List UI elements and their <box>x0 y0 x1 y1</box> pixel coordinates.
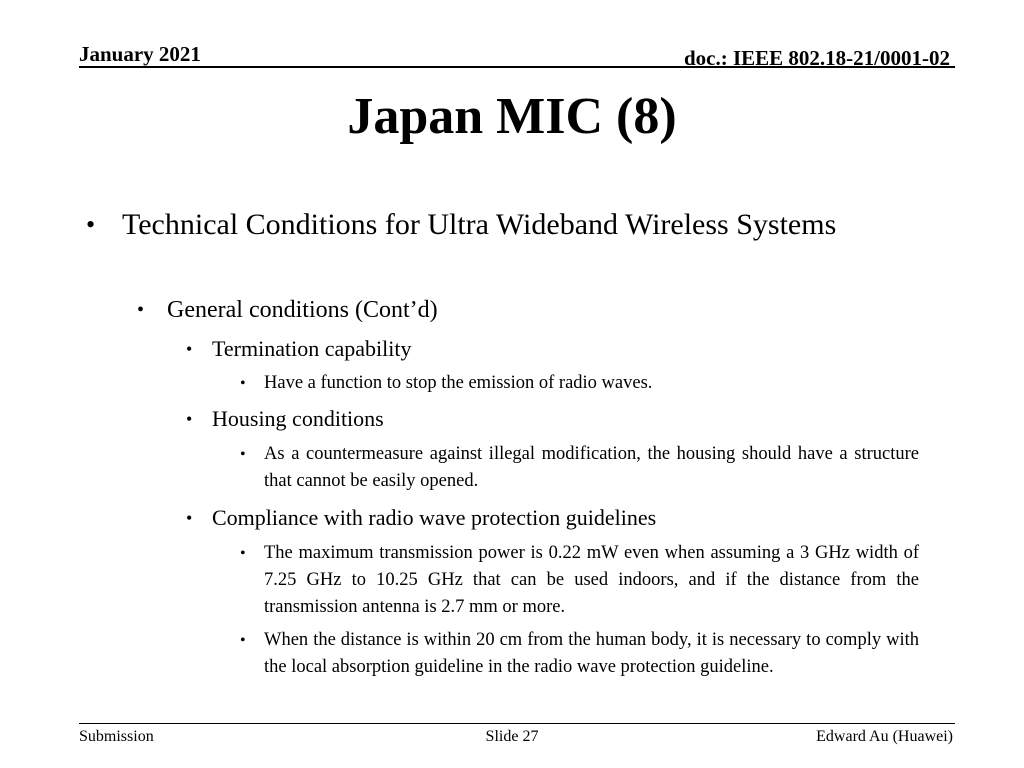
bullet-termination <box>186 335 919 363</box>
bullet-dot-icon: • <box>186 409 193 429</box>
bullet-compliance-item-2 <box>240 627 919 681</box>
bullet-housing-item <box>240 441 919 495</box>
bullet-text: As a countermeasure against illegal modification, the housing should have a structure that cannot be easily opened. <box>264 444 919 491</box>
bullet-compliance <box>186 504 919 532</box>
bullet-text: General conditions (Cont’d) <box>167 297 438 323</box>
bullet-dot-icon: • <box>240 632 246 649</box>
bullet-level2 <box>137 295 919 325</box>
bullet-text: When the distance is within 20 cm from the human body, it is necessary to comply with the local absorption guideline in the radio wave protection guideline. <box>264 630 919 677</box>
bullet-dot-icon: • <box>240 446 246 463</box>
bullet-dot-icon: • <box>86 210 96 239</box>
bullet-dot-icon: • <box>240 375 246 392</box>
footer-slide-number: Slide 27 <box>485 728 539 745</box>
bullet-text: Housing conditions <box>212 406 384 431</box>
bullet-dot-icon: • <box>240 545 246 562</box>
footer-author: Edward Au (Huawei) <box>816 728 953 745</box>
bullet-level1 <box>86 204 919 246</box>
bullet-housing <box>186 405 919 433</box>
bullet-compliance-item-1 <box>240 540 919 621</box>
header-divider <box>79 66 955 68</box>
bullet-dot-icon: • <box>137 299 145 321</box>
slide-title: Japan MIC (8) <box>347 88 677 145</box>
bullet-text: Compliance with radio wave protection guidelines <box>212 505 657 530</box>
bullet-dot-icon: • <box>186 508 193 528</box>
bullet-text: Have a function to stop the emission of radio waves. <box>264 373 653 393</box>
bullet-dot-icon: • <box>186 339 193 359</box>
bullet-termination-item <box>240 370 919 397</box>
footer-submission: Submission <box>79 728 154 745</box>
header-date: January 2021 <box>79 42 201 66</box>
bullet-text: The maximum transmission power is 0.22 mW even when assuming a 3 GHz width of 7.25 GHz to 10.25 GHz that can be used indoors, and if the distance from the transmission antenna is 2.7 mm or more. <box>264 543 919 617</box>
header-doc-id: doc.: IEEE 802.18-21/0001-02 <box>683 46 950 70</box>
footer-divider <box>79 723 955 724</box>
bullet-text: Termination capability <box>212 336 412 361</box>
bullet-text: Technical Conditions for Ultra Wideband Wireless Systems <box>122 208 837 241</box>
